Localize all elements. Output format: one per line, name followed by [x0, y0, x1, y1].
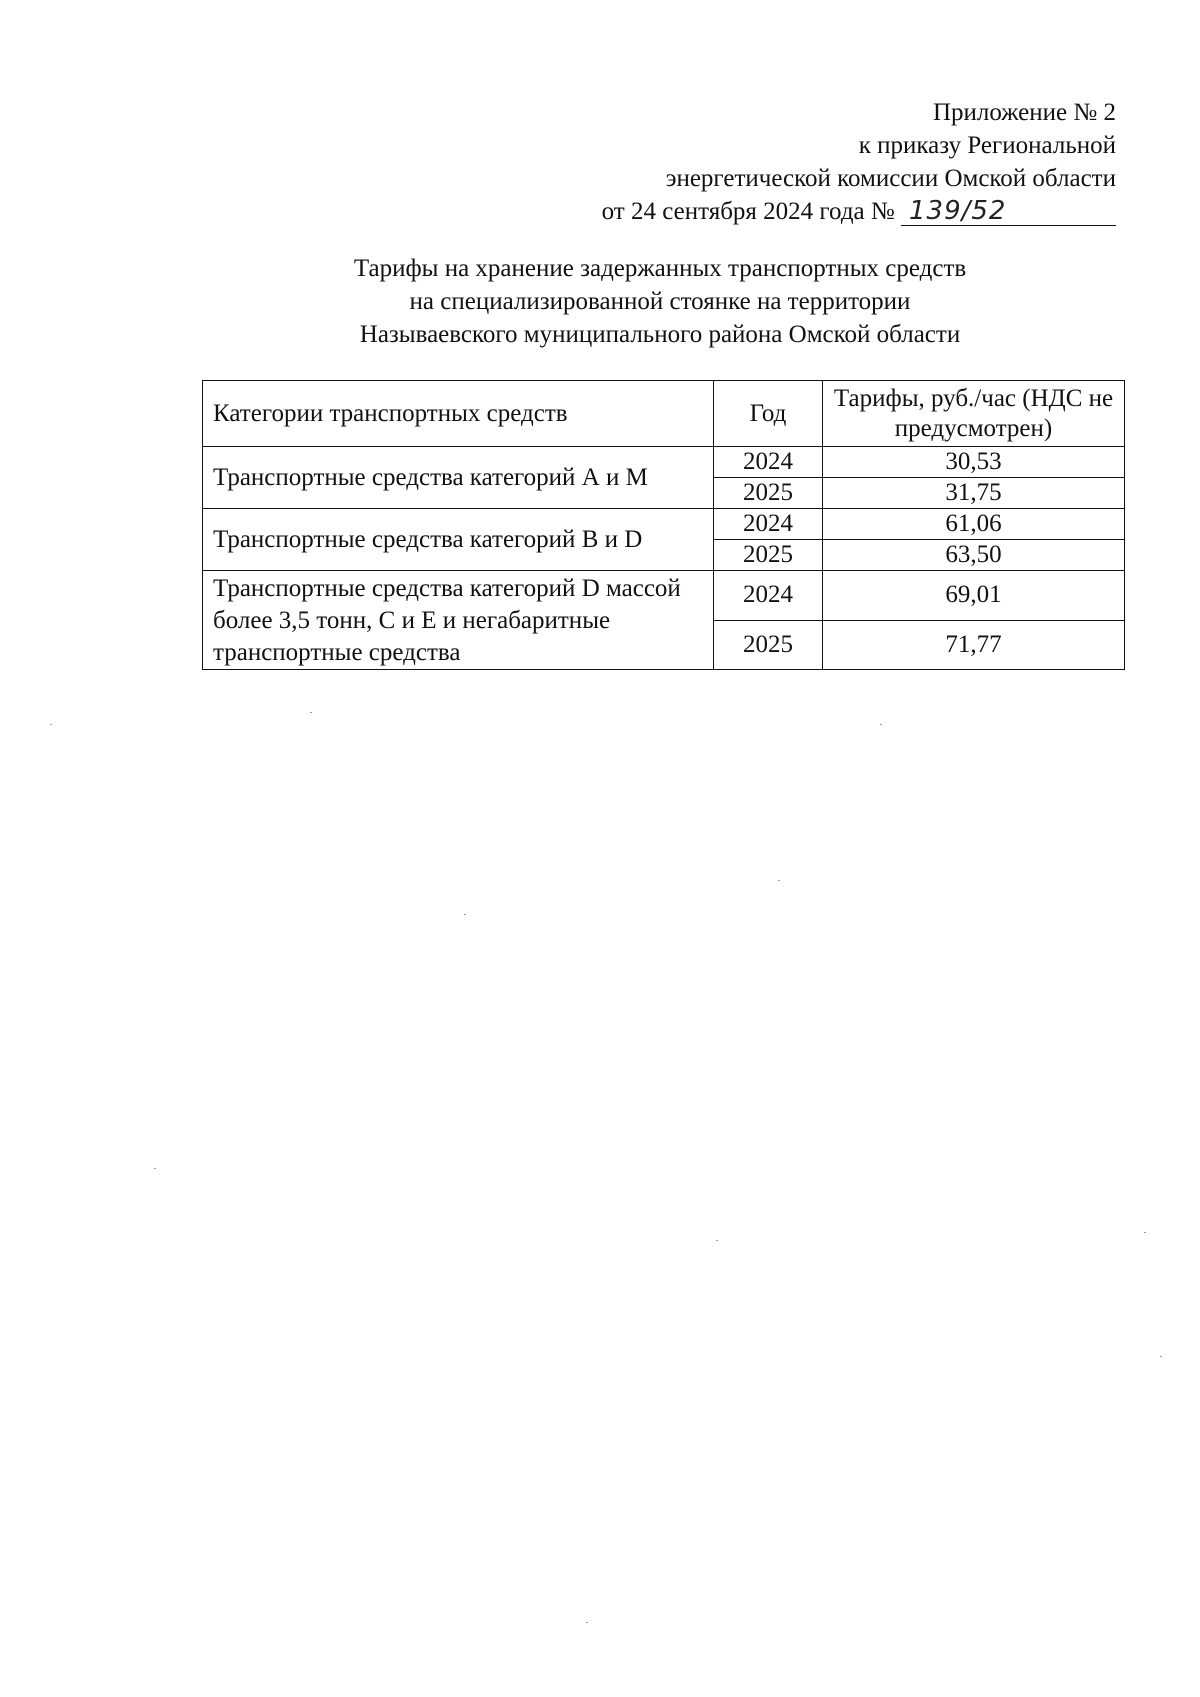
scan-speck: [50, 724, 52, 725]
appendix-order-ref: к приказу Региональной: [858, 132, 1116, 159]
document-title: [200, 252, 1120, 351]
tariffs-table: [202, 380, 1125, 670]
year-cell: 2024: [714, 447, 823, 478]
year-cell: 2024: [714, 571, 823, 621]
table-header-row: [203, 381, 1125, 447]
table-row: [203, 509, 1125, 540]
appendix-commission: энергетической комиссии Омской области: [665, 165, 1116, 192]
tariff-cell: 61,06: [823, 509, 1125, 540]
order-number-handwritten: 139/52: [901, 197, 1116, 226]
scan-speck: [154, 1168, 156, 1169]
scan-speck: [716, 1240, 718, 1241]
year-cell: 2025: [714, 620, 823, 670]
tariff-cell: 30,53: [823, 447, 1125, 478]
year-cell: 2024: [714, 509, 823, 540]
category-cell: Транспортные средства категорий D массой более 3,5 тонн, С и Е и негабаритные транспортные средства: [203, 571, 714, 670]
appendix-date-line: [476, 195, 1116, 228]
scan-speck: [310, 712, 312, 713]
header-year: Год: [714, 381, 823, 447]
table-row: [203, 447, 1125, 478]
title-line-1: Тарифы на хранение задержанных транспортных средств: [353, 255, 967, 282]
scan-speck: [464, 914, 466, 915]
scan-speck: [586, 1622, 588, 1623]
year-cell: 2025: [714, 478, 823, 509]
appendix-date: от 24 сентября 2024 года №: [601, 198, 895, 225]
category-cell: Транспортные средства категорий В и D: [203, 509, 714, 571]
year-cell: 2025: [714, 540, 823, 571]
table-row: [203, 571, 1125, 621]
title-line-3: Называевского муниципального района Омской области: [359, 321, 961, 348]
tariff-cell: 71,77: [823, 620, 1125, 670]
tariff-cell: 69,01: [823, 571, 1125, 621]
header-category: Категории транспортных средств: [203, 381, 714, 447]
title-line-2: на специализированной стоянке на территории: [409, 288, 911, 315]
scan-speck: [1160, 1356, 1162, 1357]
appendix-number: Приложение № 2: [932, 99, 1116, 126]
appendix-header: [476, 96, 1116, 228]
tariff-cell: 63,50: [823, 540, 1125, 571]
tariff-cell: 31,75: [823, 478, 1125, 509]
scan-speck: [1144, 1232, 1146, 1233]
scan-speck: [778, 880, 780, 881]
category-cell: Транспортные средства категорий А и М: [203, 447, 714, 509]
scan-speck: [880, 724, 882, 725]
header-tariff: Тарифы, руб./час (НДС не предусмотрен): [823, 381, 1125, 447]
